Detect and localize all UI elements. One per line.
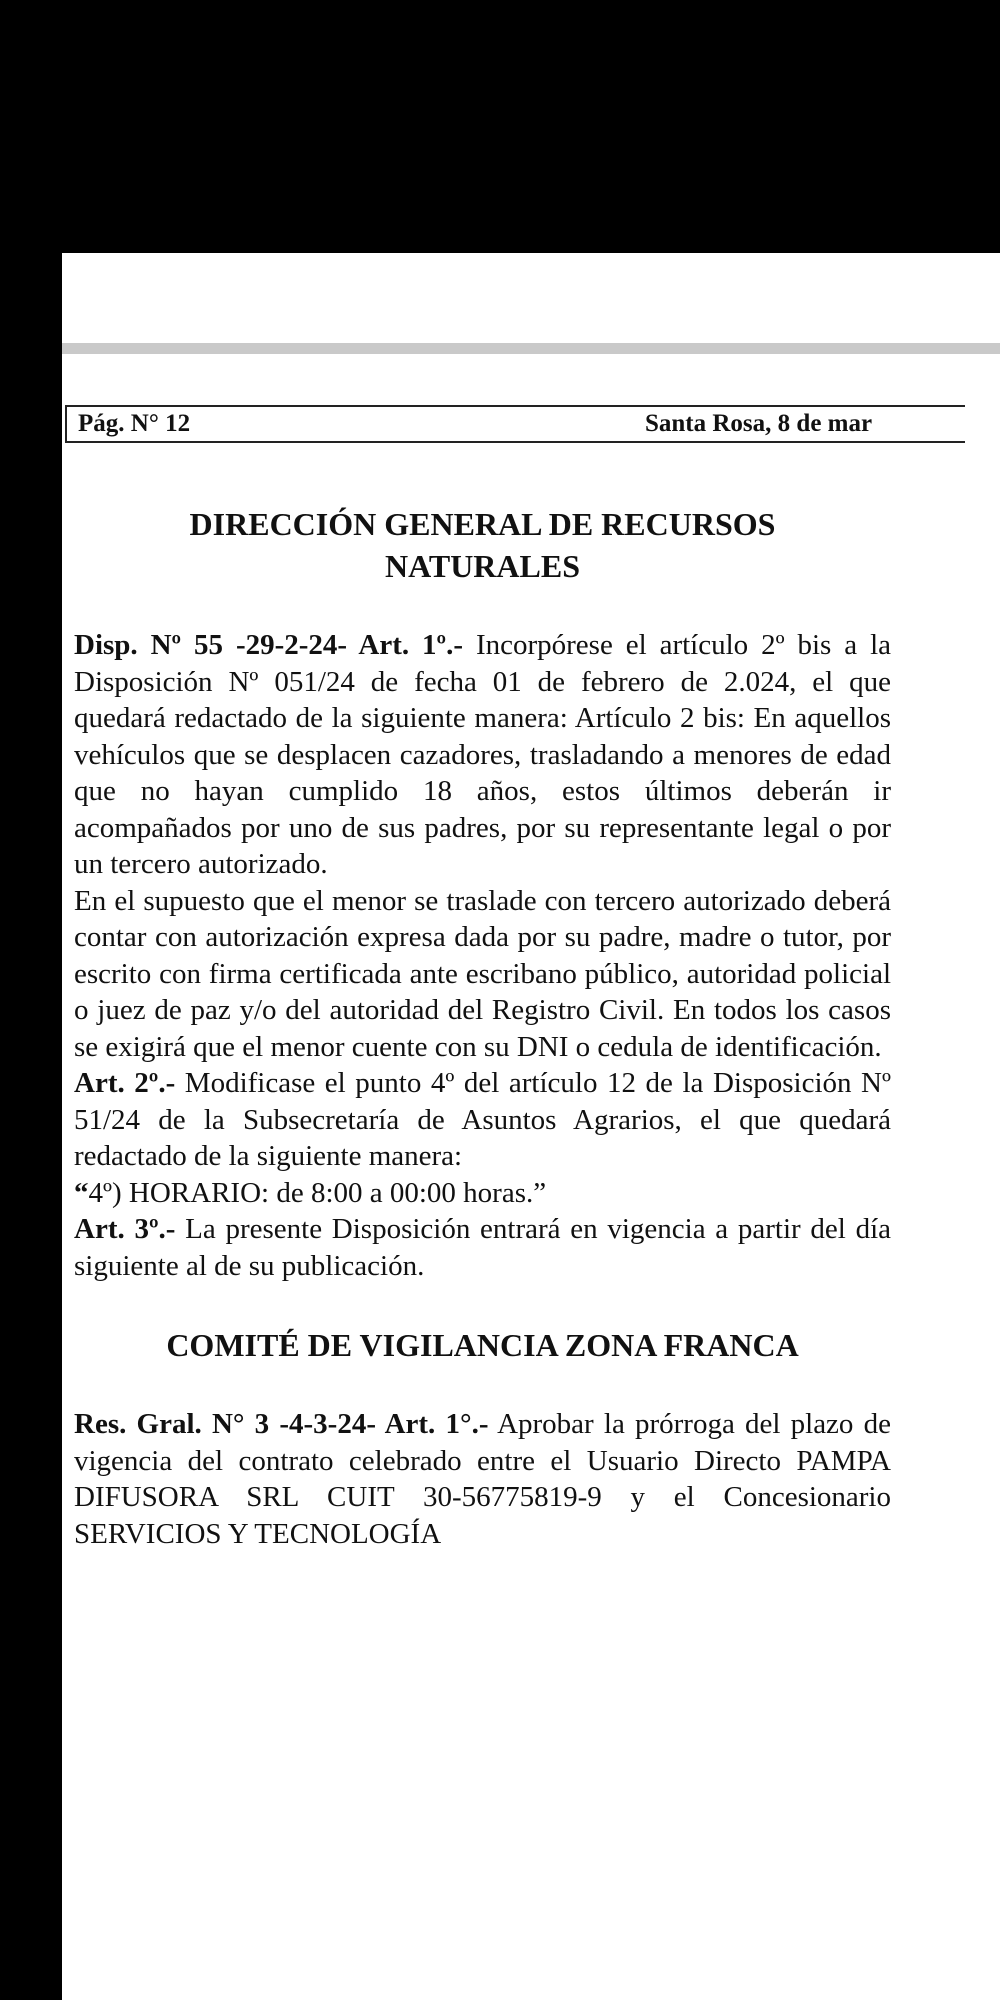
article-paragraph [74, 627, 891, 883]
divider [62, 343, 1000, 354]
article-paragraph [74, 1065, 891, 1211]
top-band [62, 253, 1000, 343]
article-text: Modificase el punto 4º del artículo 12 de la Disposición Nº 51/24 de la Subsecretaría de Asuntos Agrarios, el que quedará redactado de la siguiente manera: [74, 1067, 891, 1172]
page-number: Pág. N° 12 [78, 410, 191, 437]
left-column [74, 458, 891, 1552]
section-title-line1: DIRECCIÓN GENERAL DE RECURSOS [189, 506, 776, 542]
quote-mark: “ [74, 1176, 89, 1209]
article-text: Incorpórese el artículo 2º bis a la Disposición Nº 051/24 de fecha 01 de febrero de 2.024, el que quedará redactado de la siguiente manera: Artículo 2 bis: En aquellos vehículos que se desplacen cazadores, trasladando a menores de edad que no hayan cumplido 18 años, estos últimos deberán ir acompañados por uno de sus padres, por su representante legal o por un tercero autorizado. [74, 629, 891, 880]
article-label: Disp. Nº 55 -29-2-24- Art. 1º.- [74, 629, 464, 661]
article-quote: 4º) HORARIO: de 8:00 a 00:00 horas.” [88, 1176, 547, 1209]
article-text: La presente Disposición entrará en vigencia a partir del día siguiente al de su publicación. [74, 1213, 891, 1282]
article-label: Art. 2º.- [74, 1067, 176, 1099]
section-title: COMITÉ DE VIGILANCIA ZONA FRANCA [166, 1327, 799, 1363]
article-text: Aprobar la prórroga del plazo de vigencia del contrato celebrado entre el Usuario Directo PAMPA DIFUSORA SRL CUIT 30-56775819-9 y el Concesionario SERVICIOS Y TECNOLOGÍA [74, 1408, 891, 1550]
article-paragraph [74, 1211, 891, 1284]
page-date: Santa Rosa, 8 de mar [645, 410, 873, 437]
article-label: Art. 3º.- [74, 1213, 176, 1245]
article-label: Res. Gral. N° 3 -4-3-24- Art. 1°.- [74, 1408, 489, 1440]
right-column-edge [978, 458, 1000, 1998]
section-title [74, 503, 891, 587]
article-paragraph [74, 1406, 891, 1552]
section-title-line2: NATURALES [385, 548, 580, 584]
article-paragraph: En el supuesto que el menor se traslade con tercero autorizado deberá contar con autorización expresa dada por su padre, madre o tutor, por escrito con firma certificada ante escribano público, autoridad policial o juez de paz y/o del autoridad del Registro Civil. En todos los casos se exigirá que el menor cuente con su DNI o cedula de identificación. [74, 884, 891, 1063]
